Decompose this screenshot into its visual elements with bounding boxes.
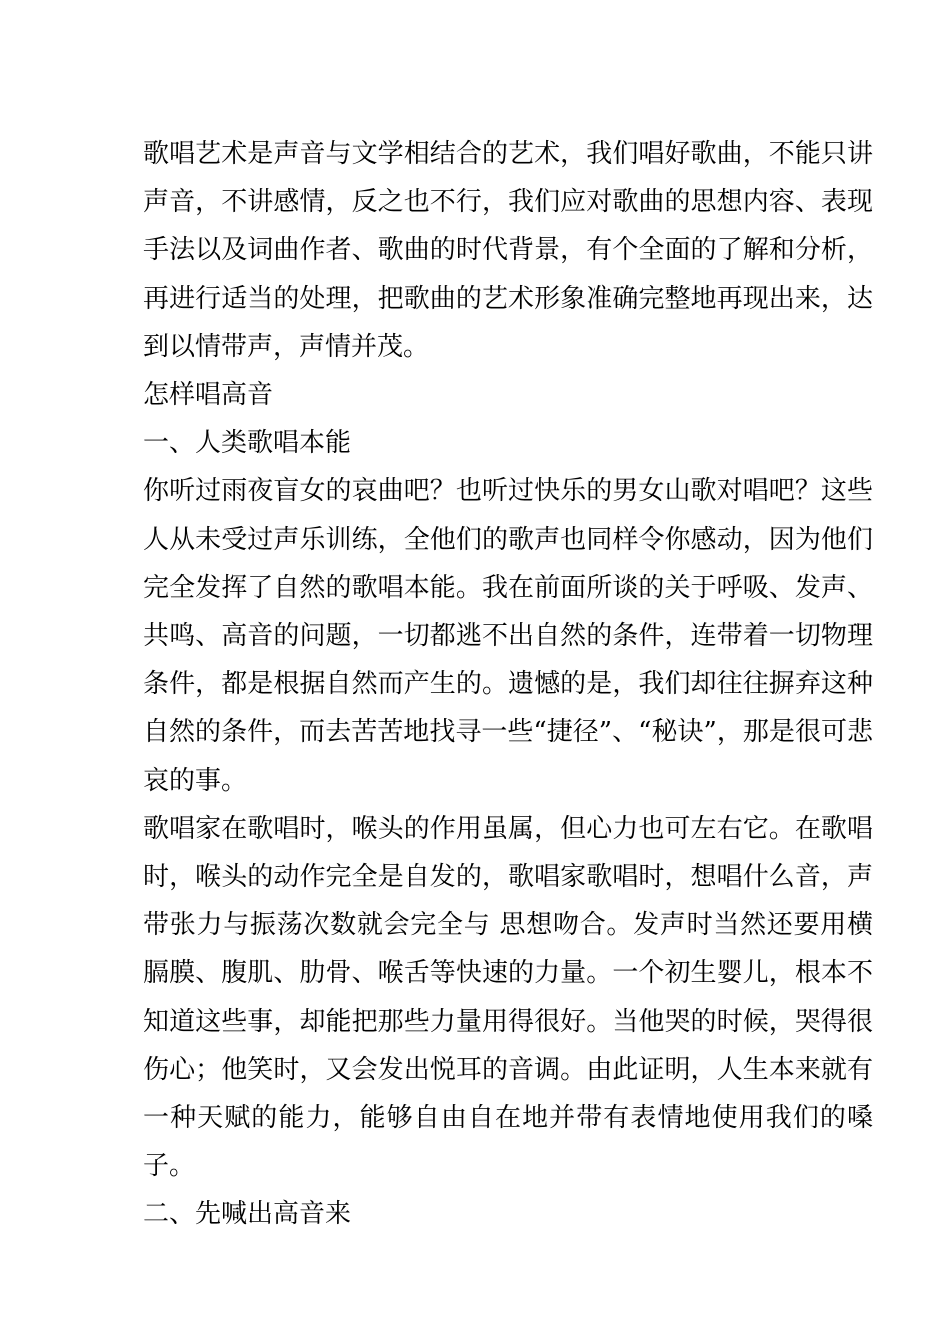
document-body bbox=[143, 130, 873, 1239]
paragraph-throat: 歌唱家在歌唱时，喉头的作用虽属，但心力也可左右它。在歌唱时，喉头的动作完全是自发的，歌唱家歌唱时，想唱什么音，声带张力与振荡次数就会完全与 思想吻合。发声时当然还要用横膈膜、腹肌、肋骨、喉舌等快速的力量。一个初生婴儿，根本不知道这些事，却能把那些力量用得很好。当他哭的时候，哭得很伤心；他笑时，又会发出悦耳的音调。由此证明，人生本来就有一种天赋的能力，能够自由自在地并带有表情地使用我们的嗓子。 bbox=[143, 813, 873, 1182]
paragraph-intro: 歌唱艺术是声音与文学相结合的艺术，我们唱好歌曲，不能只讲声音，不讲感情，反之也不行，我们应对歌曲的思想内容、表现手法以及词曲作者、歌曲的时代背景，有个全面的了解和分析，再进行适当的处理，把歌曲的艺术形象准确完整地再现出来，达到以情带声，声情并茂。 bbox=[143, 139, 873, 362]
paragraph-instinct: 你听过雨夜盲女的哀曲吧？也听过快乐的男女山歌对唱吧？这些人从未受过声乐训练，全他们的歌声也同样令你感动，因为他们完全发挥了自然的歌唱本能。我在前面所谈的关于呼吸、发声、共鸣、高音的问题，一切都逃不出自然的条件，连带着一切物理条件，都是根据自然而产生的。遗憾的是，我们却往往摒弃这种自然的条件，而去苦苦地找寻一些“捷径”、“秘诀”，那是很可悲哀的事。 bbox=[143, 476, 873, 796]
section-heading-1: 一、人类歌唱本能 bbox=[143, 428, 352, 459]
section-heading-2: 二、先喊出高音来 bbox=[143, 1199, 352, 1230]
section-title-high-notes: 怎样唱高音 bbox=[143, 380, 274, 411]
